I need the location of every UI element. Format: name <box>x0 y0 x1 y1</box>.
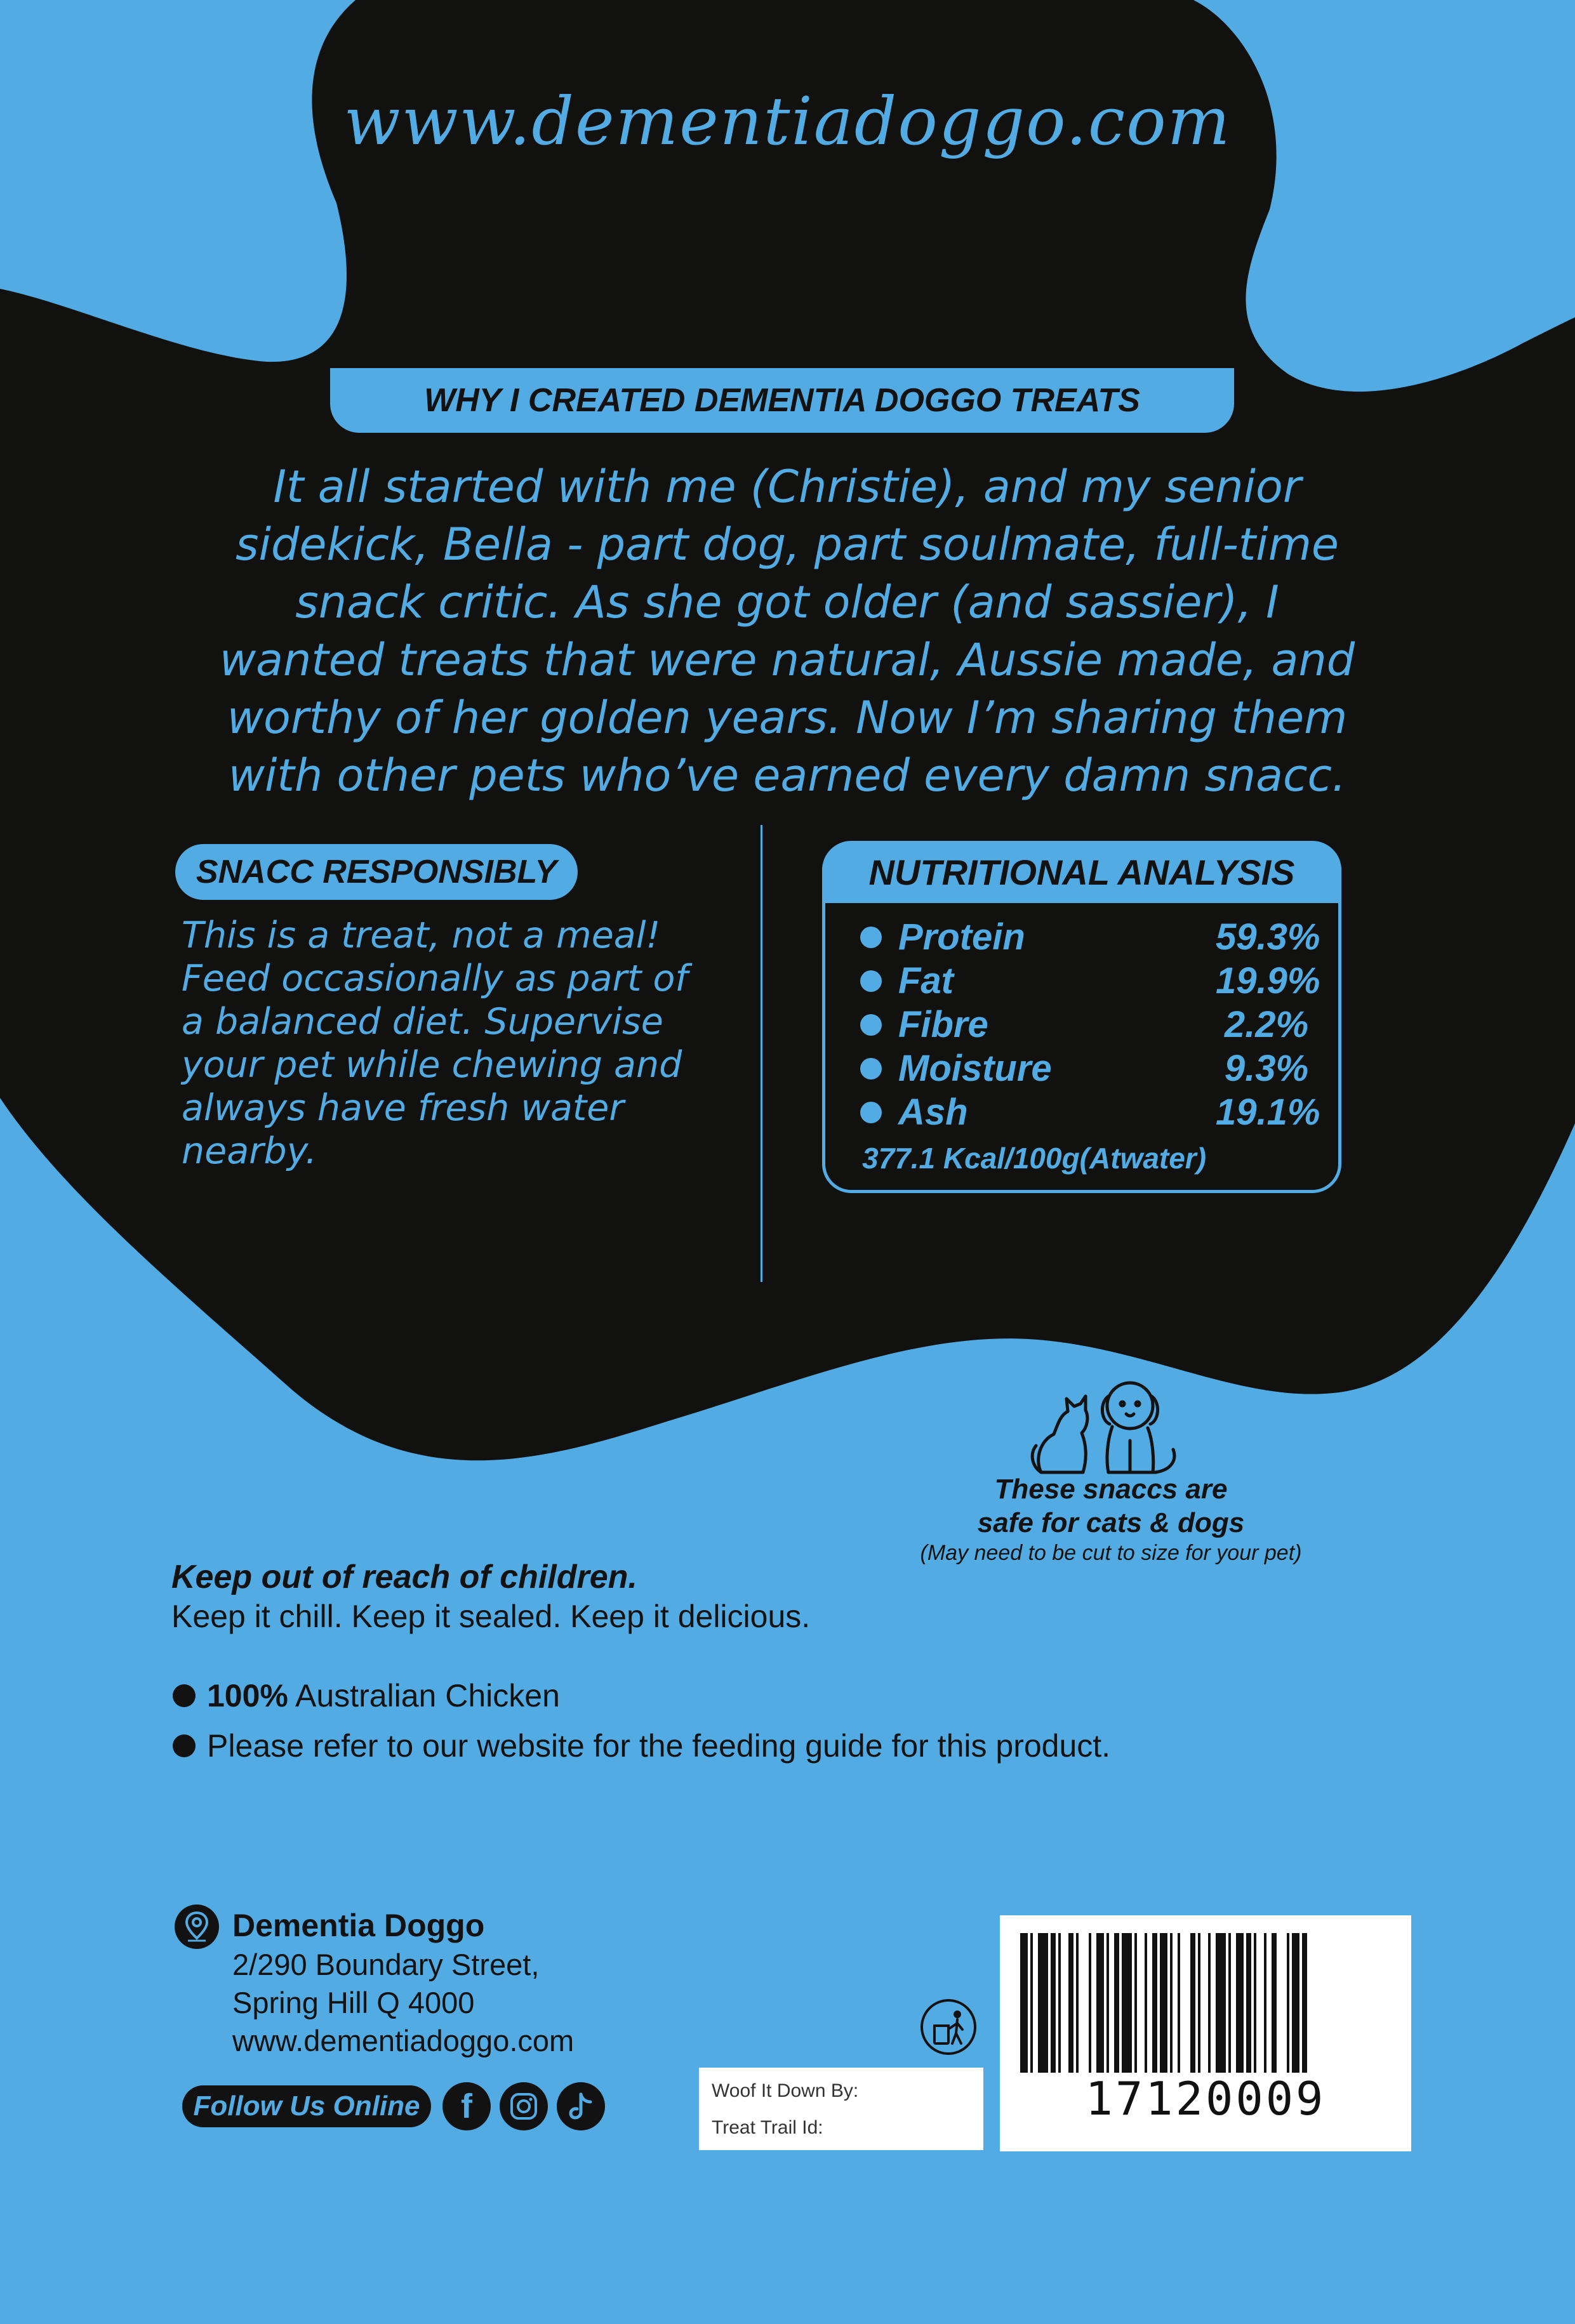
address-line-2: Spring Hill Q 4000 <box>232 1986 475 2019</box>
nutrition-row <box>860 959 1320 1003</box>
location-pin-icon <box>174 1904 220 1950</box>
bullet-dot <box>860 1102 882 1123</box>
company-name: Dementia Doggo <box>232 1908 485 1943</box>
barcode-bar <box>1287 1933 1289 2073</box>
barcode-bar <box>1051 1933 1056 2073</box>
barcode-bar <box>1216 1933 1226 2073</box>
nutrient-name: Moisture <box>898 1048 1052 1089</box>
nutrient-value: 59.3% <box>1216 916 1320 958</box>
story-line: with other pets who’ve earned every damn snacc. <box>228 749 1346 802</box>
story-line: sidekick, Bella - part dog, part soulmate, full-time <box>236 518 1339 571</box>
barcode-bar <box>1178 1933 1180 2073</box>
bullet-dot <box>173 1684 196 1707</box>
barcode-bar <box>1302 1933 1307 2073</box>
snacc-line: Feed occasionally as part of <box>182 958 688 1000</box>
nutrient-value: 19.9% <box>1216 960 1320 1001</box>
header-website: www.dementiadoggo.com <box>343 83 1232 160</box>
snacc-text <box>182 914 721 1173</box>
tiktok-icon[interactable] <box>557 2082 605 2130</box>
story-line: wanted treats that were natural, Aussie made, and <box>219 634 1355 686</box>
nutrient-name: Fibre <box>898 1004 988 1045</box>
nutrient-name: Ash <box>898 1092 968 1133</box>
barcode-bar <box>1076 1933 1079 2073</box>
barcode-bar <box>1254 1933 1256 2073</box>
cat-and-dog-icon <box>1028 1371 1187 1479</box>
story-line: worthy of her golden years. Now I’m sharing them <box>227 692 1348 744</box>
bullet-text: Please refer to our website for the feeding guide for this product. <box>207 1728 1111 1764</box>
safety-line-2: safe for cats & dogs <box>977 1507 1245 1538</box>
snacc-line: your pet while chewing and <box>182 1044 682 1086</box>
barcode-bar <box>1190 1933 1195 2073</box>
safety-text <box>889 1472 1333 1540</box>
nutrient-name: Fat <box>898 960 954 1001</box>
bullet-text: Australian Chicken <box>288 1678 560 1713</box>
barcode-bar <box>1272 1933 1277 2073</box>
bullet-item <box>173 1677 560 1714</box>
instagram-icon[interactable] <box>500 2082 548 2130</box>
nutrition-list <box>860 915 1320 1134</box>
nutrient-value: 9.3% <box>1224 1048 1309 1089</box>
contact-website[interactable]: www.dementiadoggo.com <box>232 2024 575 2057</box>
safety-note: (May need to be cut to size for your pet) <box>920 1541 1302 1565</box>
barcode-bar <box>1246 1933 1251 2073</box>
story-text <box>165 458 1409 805</box>
bullet-dot <box>860 1014 882 1036</box>
tiktok-glyph <box>568 2092 594 2121</box>
barcode-bar <box>1292 1933 1299 2073</box>
barcode-bar <box>1170 1933 1173 2073</box>
vertical-divider <box>761 825 762 1282</box>
barcode-bar <box>1114 1933 1119 2073</box>
nutrition-heading: NUTRITIONAL ANALYSIS <box>822 841 1341 903</box>
storage-title: Keep out of reach of children. <box>171 1559 637 1595</box>
bullet-dot <box>860 970 882 992</box>
best-before-label: Woof It Down By: <box>712 2080 859 2101</box>
barcode-bar <box>1122 1933 1132 2073</box>
nutrition-row <box>860 1090 1320 1134</box>
barcode-bar <box>1030 1933 1033 2073</box>
nutrition-row <box>860 1003 1317 1046</box>
nutrient-value: 2.2% <box>1224 1004 1309 1045</box>
safety-line-1: These snaccs are <box>994 1474 1228 1505</box>
batch-info-box <box>699 2068 983 2150</box>
snacc-heading: SNACC RESPONSIBLY <box>175 844 578 900</box>
snacc-line: always have fresh water <box>182 1087 624 1129</box>
bullet-dot <box>860 927 882 948</box>
snacc-line: nearby. <box>182 1130 317 1172</box>
barcode-bar <box>1038 1933 1048 2073</box>
barcode-bar <box>1228 1933 1231 2073</box>
barcode-bar <box>1020 1933 1028 2073</box>
barcode-bar <box>1198 1933 1200 2073</box>
story-heading: WHY I CREATED DEMENTIA DOGGO TREATS <box>330 368 1234 433</box>
facebook-icon[interactable]: f <box>442 2082 491 2130</box>
snacc-line: This is a treat, not a meal! <box>182 914 661 956</box>
batch-id-label: Treat Trail Id: <box>712 2117 823 2138</box>
barcode-bar <box>1058 1933 1061 2073</box>
barcode-bar <box>1068 1933 1073 2073</box>
barcode-bar <box>1145 1933 1147 2073</box>
barcode-bar <box>1208 1933 1211 2073</box>
story-line: snack critic. As she got older (and sassier), I <box>295 576 1279 628</box>
barcode-bar <box>1160 1933 1167 2073</box>
bullet-dot <box>860 1058 882 1079</box>
nutrient-name: Protein <box>898 916 1025 958</box>
nutrition-row <box>860 915 1320 959</box>
storage-subtitle: Keep it chill. Keep it sealed. Keep it delicious. <box>171 1599 811 1634</box>
barcode-number: 17120009 <box>1085 2072 1326 2125</box>
snacc-line: a balanced diet. Supervise <box>182 1001 663 1043</box>
barcode-bar <box>1152 1933 1157 2073</box>
nutrition-row <box>860 1046 1317 1090</box>
bullet-bold: 100% <box>207 1678 288 1713</box>
nutrient-value: 19.1% <box>1216 1092 1320 1133</box>
instagram-glyph <box>509 2092 538 2121</box>
recycle-bin-icon <box>919 1998 978 2056</box>
story-line: It all started with me (Christie), and my senior <box>273 461 1301 513</box>
barcode-bar <box>1264 1933 1266 2073</box>
address-line-1: 2/290 Boundary Street, <box>232 1948 540 1981</box>
barcode-bar <box>1089 1933 1091 2073</box>
bullet-item <box>173 1727 1110 1764</box>
barcode-bar <box>1236 1933 1244 2073</box>
barcode-bar <box>1134 1933 1137 2073</box>
energy-value: 377.1 Kcal/100g(Atwater) <box>862 1142 1207 1175</box>
bullet-dot <box>173 1734 196 1757</box>
follow-us-label: Follow Us Online <box>182 2085 431 2127</box>
barcode-bar <box>1106 1933 1109 2073</box>
barcode-bar <box>1096 1933 1104 2073</box>
